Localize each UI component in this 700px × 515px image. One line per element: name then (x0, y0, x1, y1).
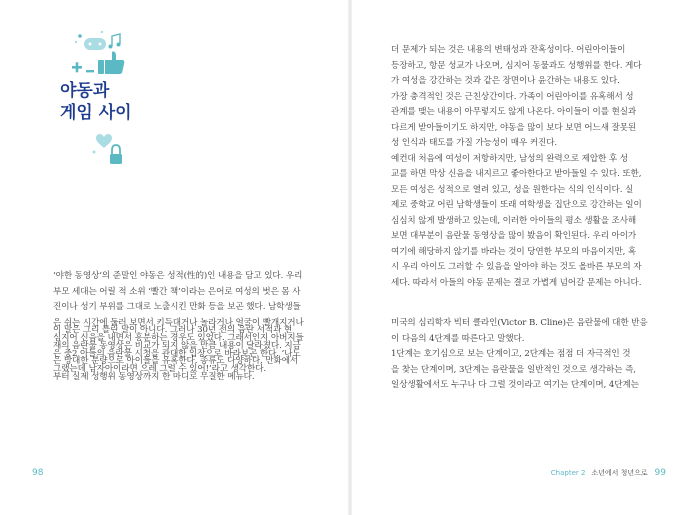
gamepad-icon (84, 38, 106, 50)
text-line: 시 우리 아이도 그러할 수 있음을 알아야 하는 것도 올바른 부모의 자 (391, 262, 642, 272)
text-line: 그랬는데 남자아이라면 으레 그럴 수 있어!’라고 생각한다. (53, 364, 267, 374)
text-line: 부모 세대는 어릴 적 소위 ‘빨간 책’이라는 은어로 여성의 벗은 몸 사 (53, 286, 301, 297)
text-line: 가 여성을 강간하는 것과 같은 장면이나 윤간하는 내용도 있다. (391, 76, 620, 86)
running-footer-right (551, 468, 666, 478)
heart-icon (96, 134, 112, 148)
text-line: 을 찾는 단계이며, 3단계는 음란물을 일반적인 것으로 생각하는 즉, (391, 364, 636, 375)
text-line: 등장하고, 항문 성교가 나오며, 심지어 동물과도 성행위를 한다. 게다 (391, 60, 642, 71)
section-title (60, 80, 132, 124)
text-line: 성 인식과 태도를 가질 가능성이 매우 커진다. (391, 138, 558, 148)
text-line: 재의 음란물 동영상은 비교가 되지 않을 만큼 내용이 달라졌다. 지금 (53, 340, 301, 351)
text-line: 모든 여성은 성적으로 열려 있고, 성을 원한다는 식의 인식이다. 실 (391, 184, 634, 195)
text-line: 부터 실제 성행위 동영상까지 한 마디로 무질한 메뉴다. (53, 371, 255, 382)
text-line: 제로 중학교 어린 남학생들이 또래 여학생을 집단으로 강간하는 일이 (391, 200, 642, 210)
text-line: 관계를 맺는 내용이 아무렇지도 않게 나온다. 아이들이 이를 현실과 (391, 107, 637, 117)
page-number-right: 99 (654, 468, 666, 478)
minus-icon (86, 70, 94, 72)
section-title-line1: 야동과 (60, 81, 110, 101)
text-line: ‘야한 동영상’의 준말인 야동은 성적(性的)인 내용을 담고 있다. 우리 (53, 271, 303, 281)
text-line: 교를 하면 막상 신음을 내지르고 좋아한다고 받아들일 수 있다. 또한, (391, 169, 642, 179)
text-line: 다르게 받아들이기도 하지만, 야동을 많이 보다 보면 어느새 잘못된 (391, 122, 637, 133)
music-note-icon (109, 34, 121, 49)
text-line: 심심치 않게 발생하고 있는데, 이러한 아이들의 평소 생활을 조사해 (391, 215, 637, 226)
text-line: 진이나 성기 부위를 그대로 노출시킨 만화 등을 보곤 했다. 남학생들 (53, 302, 301, 312)
text-line: 은 쉬는 시간에 둘러 보면서 키득대거나 놀라거나 얼굴이 빨개지거나 (53, 317, 304, 328)
chapter-label: Chapter 2 (550, 469, 586, 477)
text-line: 1단계는 호기심으로 보는 단계이고, 2단계는 점점 더 자극적인 것 (391, 349, 631, 359)
section-title-line2: 게임 사이 (60, 103, 132, 123)
page-number-left: 98 (32, 468, 44, 478)
text-line: 여기에 해당하지 않기를 바라는 것이 당연한 부모의 마음이지만, 혹 (391, 246, 637, 257)
text-line: 이 다음의 4단계를 따른다고 말했다. (391, 333, 525, 344)
text-line: 일상생활에서도 누구나 다 그럴 것이라고 여기는 단계이며, 4단계는 (391, 380, 639, 390)
text-line: 은 중2 아들의 음란물 시청을 관대한 입장으로 바라보곤 한다. ‘나도 (53, 348, 301, 359)
left-paragraph-2 (53, 323, 311, 385)
text-line: 세다. 따라서 아들의 야동 문제는 결코 가볍게 넘어갈 문제는 아니다. (391, 277, 642, 288)
text-line: 더 문제가 되는 것은 내용의 변태성과 잔혹성이다. 어린아이들이 (391, 45, 626, 55)
plus-icon (72, 62, 82, 72)
lock-icon (110, 145, 122, 164)
text-line: 미국의 심리학자 빅터 클라인(Victor B. Cline)은 음란물에 대한 반응 (391, 318, 648, 328)
thumbs-up-icon (98, 51, 124, 74)
text-line: 심지어 신음을 내면서 흥분하는 경우도 있었다. 그래서인지 아버지들 (53, 333, 304, 343)
running-title: 소년에서 청년으로 (591, 469, 648, 477)
right-paragraph-2 (391, 316, 651, 394)
text-line: 가장 충격적인 것은 근친상간이다. 가족이 어린아이를 유혹해서 성 (391, 91, 634, 102)
text-line: 은 방대한 분량으로 아이들을 유혹한다. 종류도 다양하다. 만화에서 (53, 356, 299, 366)
text-line: 보면 대부분이 음란물 동영상을 많이 봤음이 확인된다. 우리 아이가 (391, 231, 637, 241)
dot-icon (93, 151, 96, 154)
right-paragraph-1 (391, 43, 651, 291)
text-line: 예컨대 처음에 여성이 저항하지만, 남성의 완력으로 제압한 후 성 (391, 153, 628, 164)
text-line: 이 말은 그리 틀린 말이 아니다. 그러나 30년 전의 음란 서적과 현 (53, 325, 293, 335)
